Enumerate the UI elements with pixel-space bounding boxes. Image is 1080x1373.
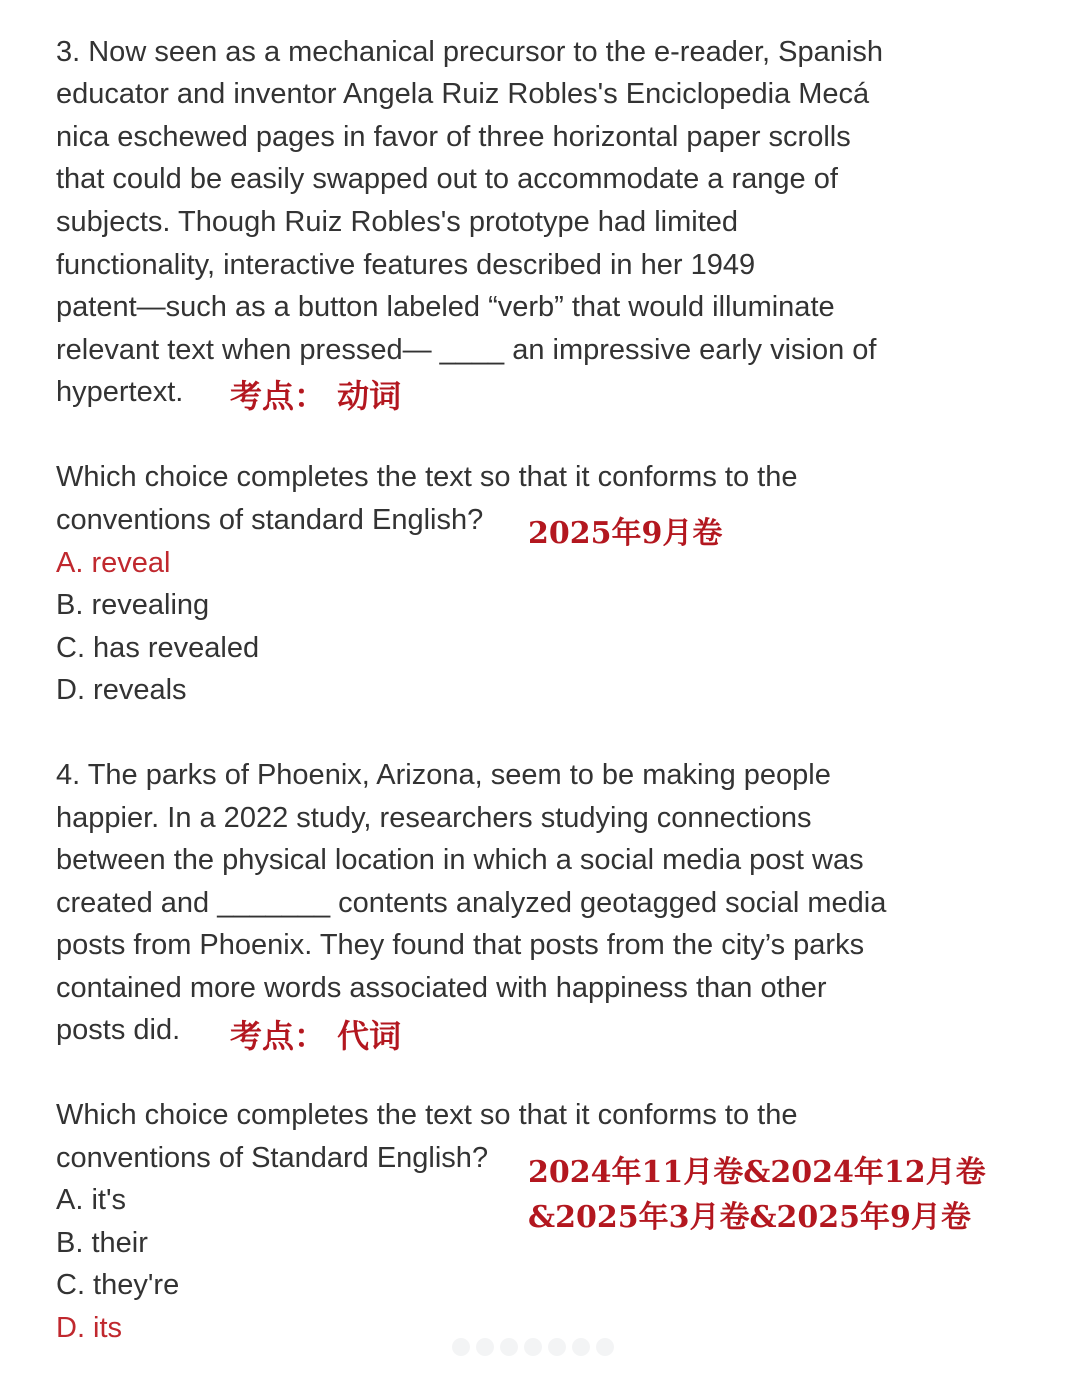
q4-passage-line: posts did. (56, 1014, 181, 1046)
q3-option-a[interactable]: A. reveal (56, 547, 171, 579)
q4-exam-annotation: 2024年11月卷&2024年12月卷 (528, 1155, 986, 1190)
q3-passage-line: 3. Now seen as a mechanical precursor to the e-reader, Spanish (56, 36, 883, 68)
q4-passage-line: contained more words associated with happiness than other (56, 972, 827, 1004)
q3-exam-annotation: 2025年9月卷 (528, 516, 723, 551)
page-dot[interactable] (452, 1338, 470, 1356)
q3-option-c[interactable]: C. has revealed (56, 632, 260, 664)
q4-topic-annotation: 考点： 代词 (230, 1017, 402, 1055)
q3-passage-line: relevant text when pressed— ____ an impressive early vision of (56, 334, 877, 366)
page-dot[interactable] (548, 1338, 566, 1356)
q3-topic-annotation: 考点： 动词 (230, 377, 402, 415)
q4-passage-line: between the physical location in which a social media post was (56, 844, 864, 876)
q3-passage-line: subjects. Though Ruiz Robles's prototype had limited (56, 206, 739, 238)
page-dot[interactable] (524, 1338, 542, 1356)
page-indicator[interactable] (452, 1338, 614, 1356)
q3-passage-line: hypertext. (56, 376, 184, 408)
q4-question-line: conventions of Standard English? (56, 1142, 489, 1174)
page-dot[interactable] (596, 1338, 614, 1356)
q4-passage-line: 4. The parks of Phoenix, Arizona, seem to be making people (56, 759, 831, 791)
page-dot[interactable] (500, 1338, 518, 1356)
page-dot[interactable] (572, 1338, 590, 1356)
q4-question-line: Which choice completes the text so that it conforms to the (56, 1099, 798, 1131)
q4-option-a[interactable]: A. it's (56, 1184, 126, 1216)
q4-passage-line: created and _______ contents analyzed geotagged social media (56, 887, 887, 919)
q4-passage-line: posts from Phoenix. They found that posts from the city’s parks (56, 929, 865, 961)
q3-passage-line: that could be easily swapped out to accommodate a range of (56, 163, 838, 195)
q3-option-d[interactable]: D. reveals (56, 674, 187, 706)
q4-option-c[interactable]: C. they're (56, 1269, 180, 1301)
q3-option-b[interactable]: B. revealing (56, 589, 210, 621)
q4-exam-annotation: &2025年3月卷&2025年9月卷 (528, 1200, 971, 1235)
q4-option-b[interactable]: B. their (56, 1227, 148, 1259)
q3-question-line: conventions of standard English? (56, 504, 484, 536)
q3-passage-line: educator and inventor Angela Ruiz Robles's Enciclopedia Mecá (56, 78, 870, 110)
q4-passage-line: happier. In a 2022 study, researchers studying connections (56, 802, 812, 834)
page-dot[interactable] (476, 1338, 494, 1356)
q3-question-line: Which choice completes the text so that it conforms to the (56, 461, 798, 493)
q3-passage-line: nica eschewed pages in favor of three horizontal paper scrolls (56, 121, 851, 153)
q3-passage-line: patent—such as a button labeled “verb” that would illuminate (56, 291, 835, 323)
q3-passage-line: functionality, interactive features described in her 1949 (56, 249, 756, 281)
q4-option-d[interactable]: D. its (56, 1312, 123, 1344)
